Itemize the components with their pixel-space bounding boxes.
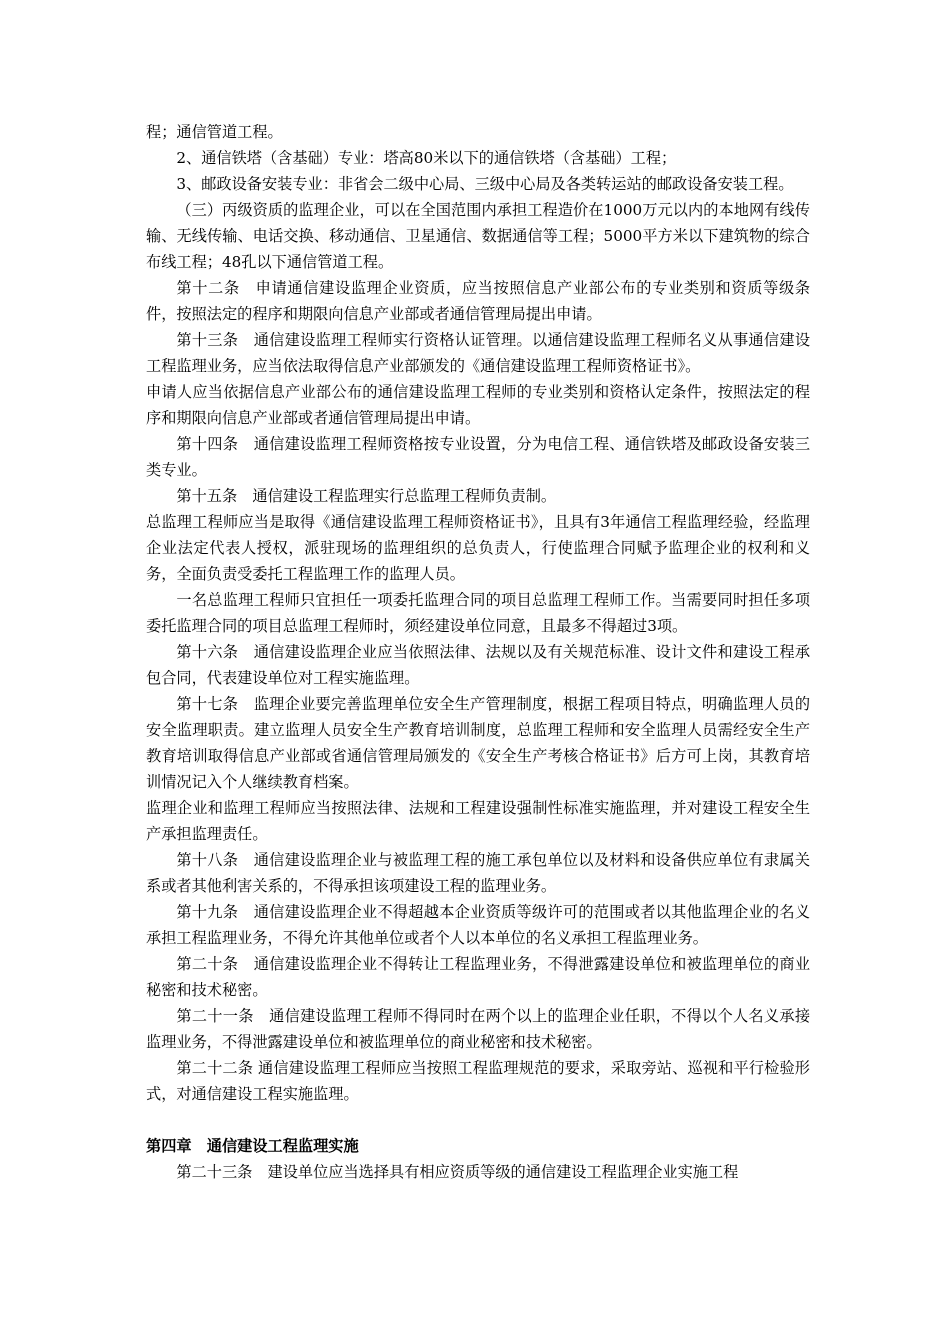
article-21: 第二十一条 通信建设监理工程师不得同时在两个以上的监理企业任职，不得以个人名义承接监理业务，不得泄露建设单位和被监理单位的商业秘密和技术秘密。	[146, 1007, 810, 1051]
article-20: 第二十条 通信建设监理企业不得转让工程监理业务，不得泄露建设单位和被监理单位的商业秘密和技术秘密。	[146, 955, 810, 999]
article-19: 第十九条 通信建设监理企业不得超越本企业资质等级许可的范围或者以其他监理企业的名义承担工程监理业务，不得允许其他单位或者个人以本单位的名义承担工程监理业务。	[146, 903, 810, 947]
article-17: 第十七条 监理企业要完善监理单位安全生产管理制度，根据工程项目特点，明确监理人员的安全监理职责。建立监理人员安全生产教育培训制度，总监理工程师和安全监理人员需经安全生产教育培训取得信息产业部或省通信管理局颁发的《安全生产考核合格证书》后方可上岗，其教育培训情况记入个人继续教育档案。	[146, 695, 810, 791]
article-15: 第十五条 通信建设工程监理实行总监理工程师负责制。	[176, 487, 557, 505]
article-13: 第十三条 通信建设监理工程师实行资格认证管理。以通信建设监理工程师名义从事通信建设工程监理业务，应当依法取得信息产业部颁发的《通信建设监理工程师资格证书》。	[146, 331, 810, 375]
paragraph: 程；通信管道工程。	[146, 123, 283, 141]
article-22: 第二十二条 通信建设监理工程师应当按照工程监理规范的要求，采取旁站、巡视和平行检验形式，对通信建设工程实施监理。	[146, 1059, 810, 1103]
article-14: 第十四条 通信建设监理工程师资格按专业设置，分为电信工程、通信铁塔及邮政设备安装三类专业。	[146, 435, 810, 479]
paragraph: （三）丙级资质的监理企业，可以在全国范围内承担工程造价在1000万元以内的本地网有线传输、无线传输、电话交换、移动通信、卫星通信、数据通信等工程；5000平方米以下建筑物的综合布线工程；48孔以下通信管道工程。	[146, 201, 810, 271]
article-12: 第十二条 申请通信建设监理企业资质，应当按照信息产业部公布的专业类别和资质等级条件，按照法定的程序和期限向信息产业部或者通信管理局提出申请。	[146, 279, 810, 323]
blank-line	[146, 1107, 810, 1133]
paragraph: 3、邮政设备安装专业：非省会二级中心局、三级中心局及各类转运站的邮政设备安装工程。	[176, 175, 794, 193]
paragraph: 2、通信铁塔（含基础）专业：塔高80米以下的通信铁塔（含基础）工程；	[176, 149, 677, 167]
article-16: 第十六条 通信建设监理企业应当依照法律、法规以及有关规范标准、设计文件和建设工程承包合同，代表建设单位对工程实施监理。	[146, 643, 810, 687]
paragraph: 监理企业和监理工程师应当按照法律、法规和工程建设强制性标准实施监理，并对建设工程安全生产承担监理责任。	[146, 799, 810, 843]
document-body	[146, 119, 810, 1185]
paragraph: 总监理工程师应当是取得《通信建设监理工程师资格证书》，且具有3年通信工程监理经验，经监理企业法定代表人授权，派驻现场的监理组织的总负责人，行使监理合同赋予监理企业的权利和义务，全面负责受委托工程监理工作的监理人员。	[146, 513, 810, 583]
paragraph: 申请人应当依据信息产业部公布的通信建设监理工程师的专业类别和资格认定条件，按照法定的程序和期限向信息产业部或者通信管理局提出申请。	[146, 383, 810, 427]
chapter-heading: 第四章 通信建设工程监理实施	[146, 1137, 359, 1155]
paragraph: 一名总监理工程师只宜担任一项委托监理合同的项目总监理工程师工作。当需要同时担任多项委托监理合同的项目总监理工程师时，须经建设单位同意，且最多不得超过3项。	[146, 591, 810, 635]
article-18: 第十八条 通信建设监理企业与被监理工程的施工承包单位以及材料和设备供应单位有隶属关系或者其他利害关系的，不得承担该项建设工程的监理业务。	[146, 851, 810, 895]
article-23: 第二十三条 建设单位应当选择具有相应资质等级的通信建设工程监理企业实施工程	[176, 1163, 739, 1181]
